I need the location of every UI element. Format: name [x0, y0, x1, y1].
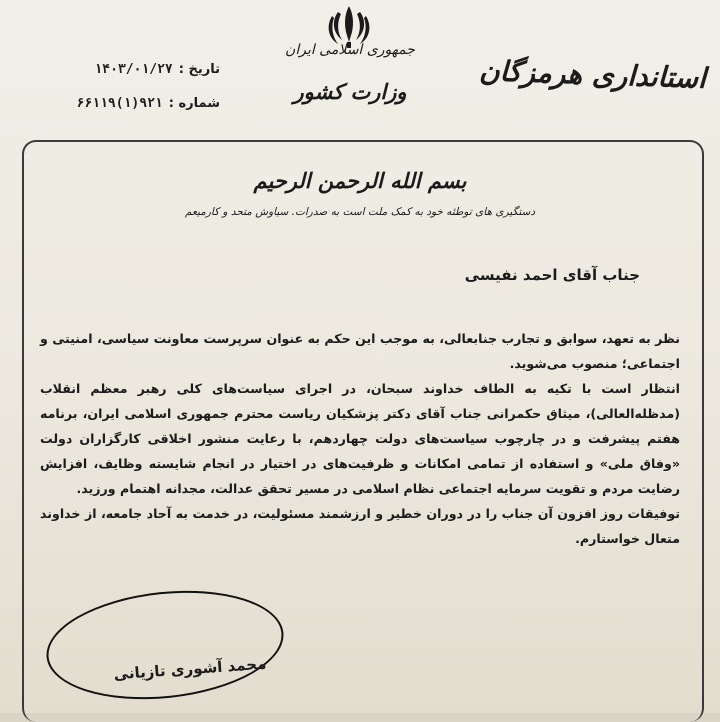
date-value: ۱۴۰۳/۰۱/۲۷: [94, 62, 173, 77]
number-row: [20, 96, 220, 111]
ministry-name-label: وزارت کشور: [293, 80, 407, 104]
salutation: جناب آقای احمد نفیسی: [464, 266, 640, 284]
letter-body: [40, 326, 680, 551]
date-row: [20, 62, 220, 77]
signatory-name: محمد آشوری تازیانی: [113, 654, 267, 684]
number-label: شماره :: [168, 96, 220, 111]
governorate-title: استانداری هرمزگان: [478, 54, 707, 95]
ministry-country-label: جمهوری اسلامی ایران: [285, 42, 415, 58]
date-label: تاریخ :: [178, 62, 220, 77]
body-paragraph-appointment: نظر به تعهد، سوابق و تجارب جنابعالی، به موجب این حکم به عنوان سرپرست معاونت سیاسی، امنیتی و اجتماعی؛ منصوب می‌شوید.: [40, 331, 680, 371]
body-paragraph-expectations: انتظار است با تکیه به الطاف خداوند سبحان، در اجرای سیاست‌های کلی رهبر معظم انقلاب (مدظله‌العالی)، میثاق حکمرانی جناب آقای دکتر پزشکیان ریاست محترم جمهوری اسلامی ایران، برنامه هفتم پیشرفت و در چارچوب سیاست‌های دولت چهاردهم، با رعایت منشور اخلاقی کارگزاران دولت «وفاق ملی» و استفاده از تمامی امکانات و ظرفیت‌های در اختیار در انجام شایسته وظایف، افزایش رضایت مردم و تقویت سرمایه اجتماعی نظام اسلامی در مسیر تحقق عدالت، مجدانه اهتمام ورزید.: [40, 381, 680, 496]
body-paragraph-closing: توفیقات روز افزون آن جناب را در دوران خطیر و ارزشمند مسئولیت، در خدمت به آحاد جامعه، از خداوند متعال خواستارم.: [40, 506, 680, 546]
basmala-heading: بسم الله الرحمن الرحیم: [253, 168, 467, 193]
motto-line: دستگیری های توطئه خود به کمک ملت است به صدرات. سیاوش متحد و کارمیعم: [184, 206, 536, 218]
number-value: ۹۲۱(۱)۶۶۱۱۹: [76, 96, 163, 111]
